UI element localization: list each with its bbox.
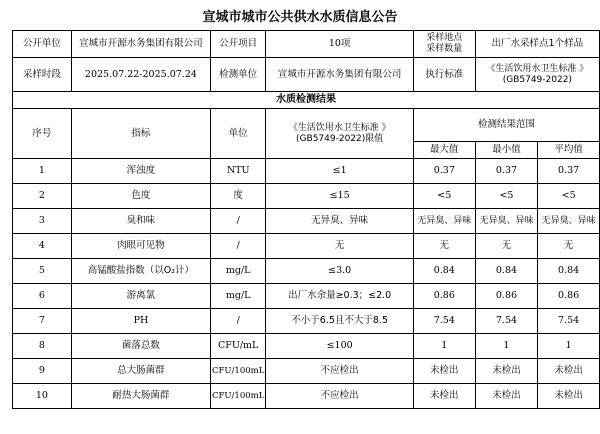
cell-indicator: 菌落总数 [71,334,210,359]
cell-min: 0.86 [475,284,538,309]
cell-max: 0.84 [413,259,475,284]
table-row [13,259,600,284]
cell-unit: NTU [210,159,265,184]
publisher-value: 宣城市开源水务集团有限公司 [71,31,210,58]
cell-min: 7.54 [475,309,538,334]
cell-seq: 10 [13,384,72,409]
cell-limit: ≤15 [266,184,414,209]
standard-label: 执行标准 [413,58,475,92]
header-indicator: 指标 [71,109,210,159]
header-min: 最小值 [475,142,538,159]
cell-unit: / [210,234,265,259]
cell-avg: 未检出 [538,359,600,384]
cell-indicator: 耐热大肠菌群 [71,384,210,409]
table-row [13,209,600,234]
sampling-time-label: 采样时段 [13,58,72,92]
site-value: 出厂水采样点1个样品 [475,31,599,58]
water-quality-table [12,30,600,409]
cell-limit: 无 [266,234,414,259]
cell-seq: 9 [13,359,72,384]
items-value: 10项 [266,31,414,58]
cell-avg: 0.86 [538,284,600,309]
sampling-time-value: 2025.07.22-2025.07.24 [71,58,210,92]
cell-limit: 出厂水余量≥0.3；≤2.0 [266,284,414,309]
table-row [13,334,600,359]
cell-unit: CFU/mL [210,334,265,359]
header-range: 检测结果范围 [413,109,599,142]
cell-unit: / [210,309,265,334]
testing-unit-label: 检测单位 [210,58,265,92]
cell-indicator: 色度 [71,184,210,209]
cell-indicator: 浑浊度 [71,159,210,184]
cell-limit: ≤100 [266,334,414,359]
section-row [13,92,600,109]
cell-unit: mg/L [210,259,265,284]
header-unit: 单位 [210,109,265,159]
page-title: 宣城市城市公共供水水质信息公告 [202,9,398,25]
table-row [13,359,600,384]
info-row-1 [13,31,600,58]
cell-seq: 8 [13,334,72,359]
cell-min: 1 [475,334,538,359]
cell-unit: / [210,209,265,234]
table-row [13,159,600,184]
cell-avg: 0.37 [538,159,600,184]
table-row [13,184,600,209]
cell-indicator: 游离氯 [71,284,210,309]
cell-unit: CFU/100mL [210,384,265,409]
cell-limit: ≤1 [266,159,414,184]
cell-max: <5 [413,184,475,209]
cell-limit: 无异臭、异味 [266,209,414,234]
cell-seq: 4 [13,234,72,259]
info-row-2 [13,58,600,92]
cell-seq: 2 [13,184,72,209]
cell-seq: 7 [13,309,72,334]
cell-avg: 无异臭、异味 [538,209,600,234]
cell-min: <5 [475,184,538,209]
cell-avg: 未检出 [538,384,600,409]
cell-seq: 5 [13,259,72,284]
table-row [13,234,600,259]
standard-value: 《生活饮用水卫生标准 》 (GB5749-2022) [475,58,599,92]
cell-min: 未检出 [475,359,538,384]
cell-max: 0.37 [413,159,475,184]
cell-indicator: 臭和味 [71,209,210,234]
cell-min: 0.37 [475,159,538,184]
cell-limit: 不小于6.5且不大于8.5 [266,309,414,334]
cell-avg: 7.54 [538,309,600,334]
cell-max: 1 [413,334,475,359]
table-row [13,384,600,409]
site-label: 采样地点 采样数量 [413,31,475,58]
cell-indicator: 肉眼可见物 [71,234,210,259]
cell-min: 0.84 [475,259,538,284]
cell-unit: 度 [210,184,265,209]
table-row [13,284,600,309]
header-avg: 平均值 [538,142,600,159]
header-limit: 《生活饮用水卫生标准 》 (GB5749-2022)限值 [266,109,414,159]
publisher-label: 公开单位 [13,31,72,58]
cell-max: 未检出 [413,384,475,409]
cell-max: 未检出 [413,359,475,384]
cell-min: 未检出 [475,384,538,409]
cell-indicator: PH [71,309,210,334]
table-row [13,309,600,334]
cell-max: 0.86 [413,284,475,309]
cell-seq: 1 [13,159,72,184]
cell-limit: ≤3.0 [266,259,414,284]
cell-indicator: 高锰酸盐指数（以O₂计） [71,259,210,284]
header-max: 最大值 [413,142,475,159]
cell-unit: CFU/100mL [210,359,265,384]
cell-avg: <5 [538,184,600,209]
cell-limit: 不应检出 [266,384,414,409]
cell-seq: 3 [13,209,72,234]
section-title: 水质检测结果 [13,92,600,109]
cell-max: 无异臭、异味 [413,209,475,234]
header-row-1 [13,109,600,142]
cell-min: 无 [475,234,538,259]
cell-max: 无 [413,234,475,259]
cell-limit: 不应检出 [266,359,414,384]
cell-indicator: 总大肠菌群 [71,359,210,384]
cell-unit: mg/L [210,284,265,309]
cell-avg: 0.84 [538,259,600,284]
items-label: 公开项目 [210,31,265,58]
cell-min: 无异臭、异味 [475,209,538,234]
cell-avg: 1 [538,334,600,359]
cell-max: 7.54 [413,309,475,334]
cell-avg: 无 [538,234,600,259]
testing-unit-value: 宣城市开源水务集团有限公司 [266,58,414,92]
cell-seq: 6 [13,284,72,309]
header-seq: 序号 [13,109,72,159]
